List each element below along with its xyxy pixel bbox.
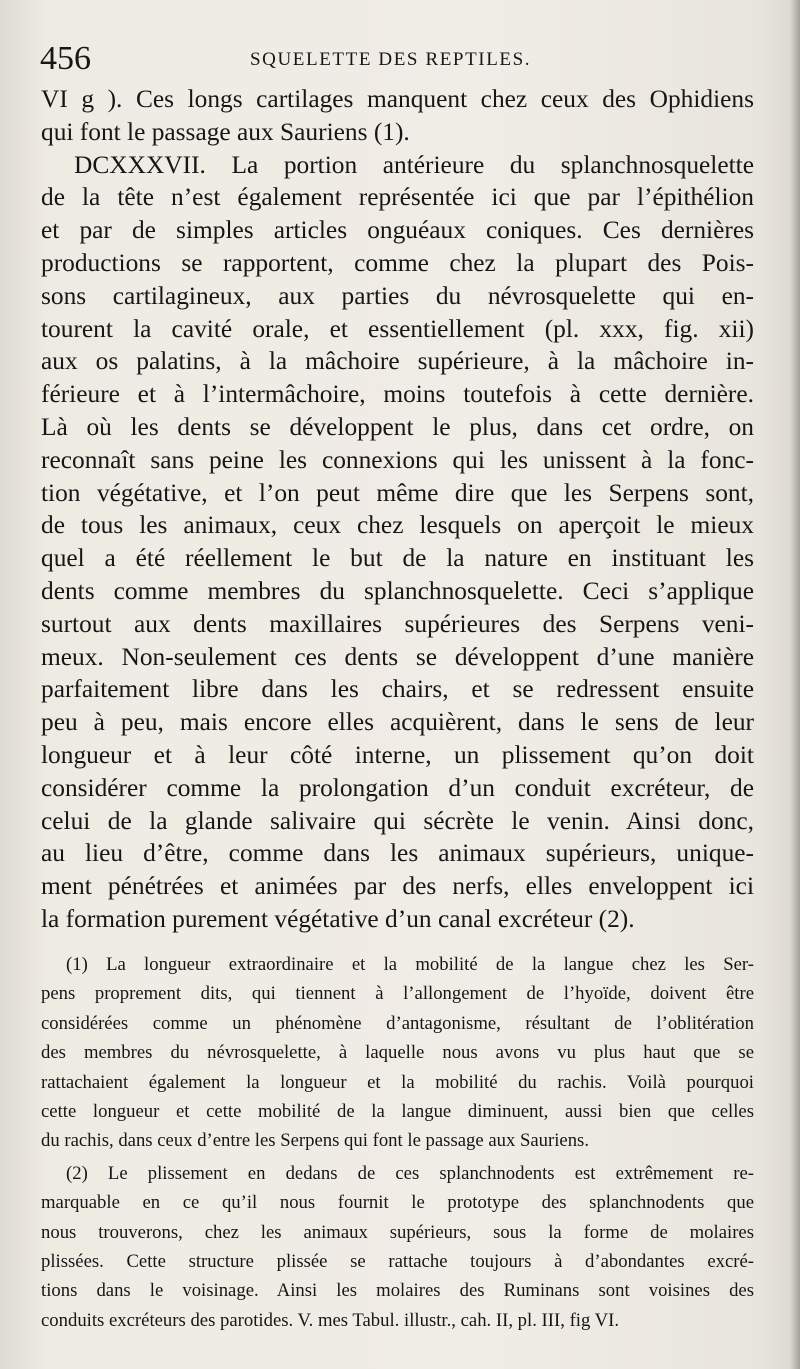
footnote-line: cette longueur et cette mobilité de la langue diminuent, aussi bien que celles: [41, 1100, 754, 1122]
text-line: tion végétative, et l’on peut même dire que les Serpens sont,: [41, 478, 754, 507]
footnote-line: des membres du névrosquelette, à laquelle nous avons vu plus haut que se: [41, 1042, 754, 1064]
footnote-line: nous trouverons, chez les animaux supérieurs, sous la forme de molaires: [41, 1221, 754, 1243]
footnotes: [41, 950, 754, 1335]
footnote-line: (2) Le plissement en dedans de ces splanchnodents est extrêmement re-: [66, 1162, 754, 1184]
text-line: de la tête n’est également représentée ici que par l’épithélion: [41, 183, 754, 212]
text-line: dents comme membres du splanchnosquelette. Ceci s’applique: [41, 576, 754, 605]
paragraph-start-line: DCXXXVII. La portion antérieure du splanchnosquelette: [74, 150, 754, 179]
text-line: la formation purement végétative d’un canal excréteur (2).: [41, 904, 635, 933]
text-line: tourent la cavité orale, et essentiellement (pl. xxx, fig. xii): [41, 314, 754, 343]
footnote-line: pens proprement dits, qui tiennent à l’allongement de l’hyoïde, doivent être: [41, 983, 754, 1005]
text-line: qui font le passage aux Sauriens (1).: [41, 117, 410, 146]
text-line: VI g ). Ces longs cartilages manquent chez ceux des Ophidiens: [41, 85, 754, 113]
footnote-line: rattachaient également la longueur et la mobilité du rachis. Voilà pourquoi: [41, 1071, 754, 1093]
text-line: sons cartilagineux, aux parties du névrosquelette qui en-: [41, 281, 754, 310]
text-line: ment pénétrées et animées par des nerfs, elles enveloppent ici: [41, 872, 754, 901]
text-line: parfaitement libre dans les chairs, et se redressent ensuite: [41, 675, 754, 704]
text-line: considérer comme la prolongation d’un conduit excréteur, de: [41, 773, 754, 802]
footnote-line: plissées. Cette structure plissée se rattache toujours à d’abondantes excré-: [41, 1250, 754, 1272]
text-line: de tous les animaux, ceux chez lesquels on aperçoit le mieux: [41, 511, 754, 540]
footnote-line: considérées comme un phénomène d’antagonisme, résultant de l’oblitération: [41, 1012, 754, 1034]
text-line: et par de simples articles onguéaux coniques. Ces dernières: [41, 216, 754, 245]
page-number: 456: [40, 40, 91, 77]
footnote-2: [41, 1159, 754, 1335]
text-line: au lieu d’être, comme dans les animaux supérieurs, unique-: [41, 839, 754, 868]
text-line: quel a été réellement le but de la nature en instituant les: [41, 544, 754, 573]
footnote-line: tions dans le voisinage. Ainsi les molaires des Ruminans sont voisines des: [41, 1280, 754, 1302]
footnote-line: du rachis, dans ceux d’entre les Serpens qui font le passage aux Sauriens.: [41, 1130, 590, 1152]
text-line: surtout aux dents maxillaires supérieures des Serpens veni-: [41, 609, 754, 638]
body-text: [41, 83, 754, 936]
footnote-line: marquable en ce qu’il nous fournit le prototype des splanchnodents que: [41, 1192, 754, 1214]
text-line: Là où les dents se développent le plus, dans cet ordre, on: [41, 412, 754, 441]
footnote-line: conduits excréteurs des parotides. V. mes Tabul. illustr., cah. II, pl. III, fig VI.: [41, 1309, 620, 1331]
text-line: reconnaît sans peine les connexions qui les unissent à la fonc-: [41, 445, 754, 474]
footnote-line: (1) La longueur extraordinaire et la mobilité de la langue chez les Ser-: [66, 954, 754, 975]
text-line: aux os palatins, à la mâchoire supérieure, à la mâchoire in-: [41, 347, 754, 376]
page-header: [40, 34, 760, 84]
text-line: celui de la glande salivaire qui sécrète le venin. Ainsi donc,: [41, 806, 754, 835]
footnote-1: [41, 950, 754, 1156]
text-line: férieure et à l’intermâchoire, moins toutefois à cette dernière.: [41, 380, 754, 409]
running-head: SQUELETTE DES REPTILES.: [250, 49, 532, 70]
text-line: meux. Non-seulement ces dents se développent d’une manière: [41, 642, 754, 671]
text-line: peu à peu, mais encore elles acquièrent, dans le sens de leur: [41, 708, 754, 737]
text-line: longueur et à leur côté interne, un plissement qu’on doit: [41, 740, 754, 769]
text-line: productions se rapportent, comme chez la plupart des Pois-: [41, 248, 754, 277]
